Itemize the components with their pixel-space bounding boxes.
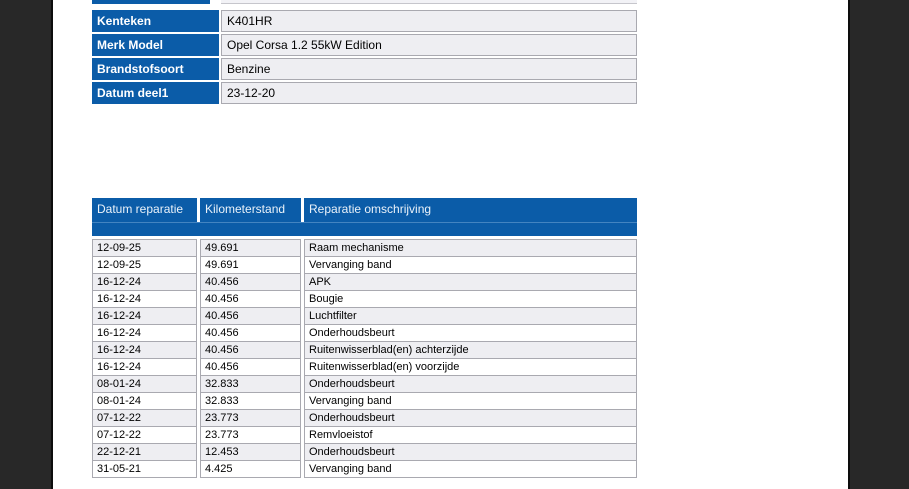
vehicle-info-label: Merk Model bbox=[92, 34, 219, 56]
repair-odometer-cell: 40.456 bbox=[200, 359, 301, 376]
repair-odometer-cell: 49.691 bbox=[200, 257, 301, 274]
repair-date-cell: 16-12-24 bbox=[92, 291, 197, 308]
repair-description-cell: Onderhoudsbeurt bbox=[304, 325, 637, 342]
repairs-header-cell: Kilometerstand bbox=[200, 198, 301, 222]
repairs-header-band bbox=[92, 222, 637, 236]
repair-description-cell: Onderhoudsbeurt bbox=[304, 376, 637, 393]
repair-description-cell: Luchtfilter bbox=[304, 308, 637, 325]
repair-row bbox=[92, 239, 637, 257]
vehicle-info-row bbox=[92, 58, 637, 80]
viewer-margin-left bbox=[0, 0, 53, 489]
repair-description-cell: Onderhoudsbeurt bbox=[304, 410, 637, 427]
repair-date-cell: 16-12-24 bbox=[92, 359, 197, 376]
repair-row bbox=[92, 291, 637, 308]
vehicle-info-value: K401HR bbox=[221, 10, 637, 32]
repair-odometer-cell: 23.773 bbox=[200, 427, 301, 444]
vehicle-info-row bbox=[92, 82, 637, 104]
repair-row bbox=[92, 427, 637, 444]
repair-description-cell: Ruitenwisserblad(en) achterzijde bbox=[304, 342, 637, 359]
vehicle-info-row bbox=[92, 34, 637, 56]
repair-row bbox=[92, 461, 637, 478]
repair-date-cell: 31-05-21 bbox=[92, 461, 197, 478]
repair-description-cell: Remvloeistof bbox=[304, 427, 637, 444]
repair-description-cell: Vervanging band bbox=[304, 393, 637, 410]
vehicle-info-table bbox=[92, 10, 637, 106]
vehicle-info-label: Brandstofsoort bbox=[92, 58, 219, 80]
repair-odometer-cell: 40.456 bbox=[200, 308, 301, 325]
repair-date-cell: 22-12-21 bbox=[92, 444, 197, 461]
repair-odometer-cell: 23.773 bbox=[200, 410, 301, 427]
repair-row bbox=[92, 325, 637, 342]
vehicle-info-label: Kenteken bbox=[92, 10, 219, 32]
repairs-header-row bbox=[92, 198, 637, 222]
repair-odometer-cell: 40.456 bbox=[200, 291, 301, 308]
repair-row bbox=[92, 410, 637, 427]
vehicle-info-value: 23-12-20 bbox=[221, 82, 637, 104]
repair-date-cell: 12-09-25 bbox=[92, 257, 197, 274]
repair-description-cell: Ruitenwisserblad(en) voorzijde bbox=[304, 359, 637, 376]
cutoff-row-value-strip bbox=[221, 0, 637, 4]
repair-odometer-cell: 32.833 bbox=[200, 393, 301, 410]
repairs-body bbox=[92, 239, 637, 478]
repair-row bbox=[92, 393, 637, 410]
repair-row bbox=[92, 257, 637, 274]
repair-date-cell: 16-12-24 bbox=[92, 274, 197, 291]
repair-date-cell: 12-09-25 bbox=[92, 239, 197, 257]
repair-odometer-cell: 49.691 bbox=[200, 239, 301, 257]
repair-row bbox=[92, 376, 637, 393]
repairs-table bbox=[92, 198, 637, 478]
repair-odometer-cell: 32.833 bbox=[200, 376, 301, 393]
repairs-header bbox=[92, 198, 637, 236]
repair-row bbox=[92, 274, 637, 291]
repair-date-cell: 07-12-22 bbox=[92, 427, 197, 444]
repair-odometer-cell: 4.425 bbox=[200, 461, 301, 478]
repair-odometer-cell: 40.456 bbox=[200, 325, 301, 342]
repair-row bbox=[92, 308, 637, 325]
repair-date-cell: 16-12-24 bbox=[92, 308, 197, 325]
vehicle-info-label: Datum deel1 bbox=[92, 82, 219, 104]
viewer-margin-right bbox=[848, 0, 909, 489]
vehicle-info-row bbox=[92, 10, 637, 32]
repair-odometer-cell: 40.456 bbox=[200, 274, 301, 291]
repair-date-cell: 08-01-24 bbox=[92, 393, 197, 410]
repair-description-cell: Vervanging band bbox=[304, 257, 637, 274]
repair-date-cell: 16-12-24 bbox=[92, 325, 197, 342]
repair-odometer-cell: 12.453 bbox=[200, 444, 301, 461]
repair-row bbox=[92, 342, 637, 359]
repairs-header-cell: Datum reparatie bbox=[92, 198, 197, 222]
cutoff-row-label-strip bbox=[92, 0, 210, 4]
vehicle-info-value: Benzine bbox=[221, 58, 637, 80]
repair-description-cell: Raam mechanisme bbox=[304, 239, 637, 257]
repair-row bbox=[92, 444, 637, 461]
repair-date-cell: 16-12-24 bbox=[92, 342, 197, 359]
repair-description-cell: Vervanging band bbox=[304, 461, 637, 478]
repair-date-cell: 07-12-22 bbox=[92, 410, 197, 427]
repair-date-cell: 08-01-24 bbox=[92, 376, 197, 393]
repair-odometer-cell: 40.456 bbox=[200, 342, 301, 359]
repair-description-cell: Bougie bbox=[304, 291, 637, 308]
repairs-header-cell: Reparatie omschrijving bbox=[304, 198, 637, 222]
repair-description-cell: Onderhoudsbeurt bbox=[304, 444, 637, 461]
vehicle-info-value: Opel Corsa 1.2 55kW Edition bbox=[221, 34, 637, 56]
repair-row bbox=[92, 359, 637, 376]
repair-description-cell: APK bbox=[304, 274, 637, 291]
